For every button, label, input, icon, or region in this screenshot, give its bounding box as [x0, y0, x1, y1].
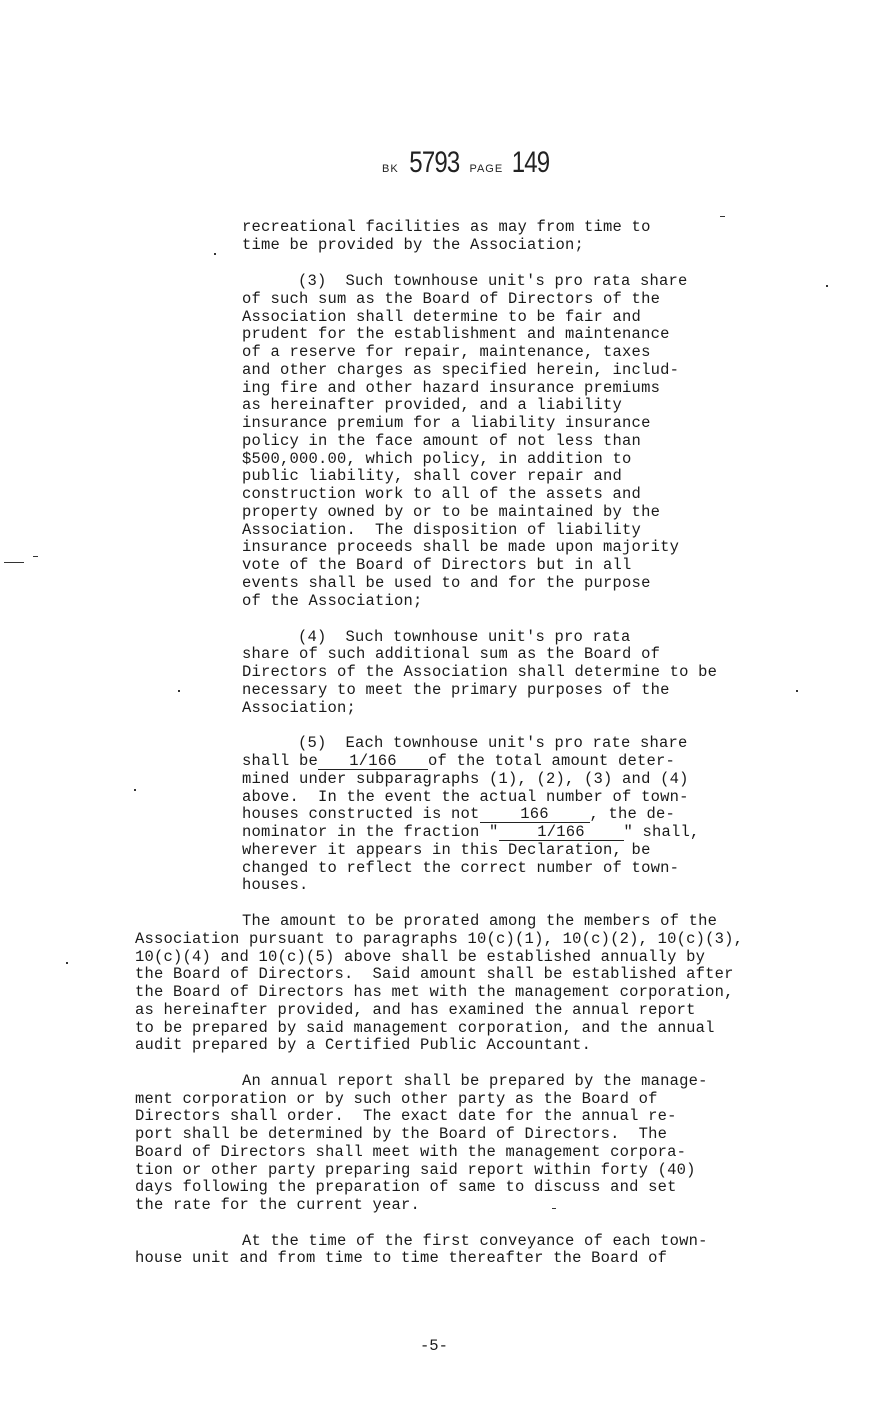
text-segment: of the total amount deter-: [428, 752, 676, 770]
scan-mark: [178, 690, 180, 692]
text-line: as hereinafter provided, and a liability: [242, 396, 623, 414]
text-line: Association pursuant to paragraphs 10(c)(1), 10(c)(2), 10(c)(3),: [135, 930, 744, 948]
text-line: public liability, shall cover repair and: [242, 467, 623, 485]
book-page-number: 149: [511, 146, 550, 179]
scan-mark: [552, 1208, 556, 1209]
text-line: port shall be determined by the Board of Directors. The: [135, 1125, 668, 1143]
paragraph-5-start: (5) Each townhouse unit's pro rate share: [298, 734, 688, 752]
text-line: Directors of the Association shall determine to be: [242, 663, 718, 681]
text-line: Association shall determine to be fair and: [242, 308, 642, 326]
text-line: vote of the Board of Directors but in all: [242, 556, 632, 574]
text-line: the rate for the current year.: [135, 1196, 421, 1214]
filled-blank: 1/166: [499, 825, 624, 841]
paragraph-start: An annual report shall be prepared by the manage-: [242, 1072, 708, 1090]
text-line: the Board of Directors. Said amount shall be established after: [135, 965, 734, 983]
text-line: changed to reflect the correct number of town-: [242, 859, 680, 877]
text-line: of the Association;: [242, 592, 423, 610]
text-line: wherever it appears in this Declaration, be: [242, 841, 651, 859]
text-line: policy in the face amount of not less than: [242, 432, 642, 450]
filled-blank: 1/166: [318, 754, 428, 770]
text-line: [242, 824, 700, 842]
page-label: PAGE: [469, 163, 504, 175]
text-line: insurance premium for a liability insurance: [242, 414, 651, 432]
scan-mark: [796, 690, 798, 692]
text-line: property owned by or to be maintained by the: [242, 503, 661, 521]
text-line: recreational facilities as may from time to: [242, 218, 651, 236]
text-segment: nominator in the fraction ": [242, 823, 499, 841]
text-line: events shall be used to and for the purpose: [242, 574, 651, 592]
text-line: as hereinafter provided, and has examined the annual report: [135, 1001, 696, 1019]
text-line: insurance proceeds shall be made upon majority: [242, 538, 680, 556]
text-line: days following the preparation of same to discuss and set: [135, 1178, 677, 1196]
text-line: houses.: [242, 876, 309, 894]
text-line: Association. The disposition of liability: [242, 521, 642, 539]
text-line: time be provided by the Association;: [242, 236, 585, 254]
scan-mark: [214, 253, 216, 255]
scan-mark: [134, 789, 136, 791]
text-line: mined under subparagraphs (1), (2), (3) and (4): [242, 770, 689, 788]
text-line: [242, 806, 675, 824]
text-segment: houses constructed is not: [242, 805, 480, 823]
paragraph-3-start: (3) Such townhouse unit's pro rata share: [298, 272, 688, 290]
text-line: 10(c)(4) and 10(c)(5) above shall be established annually by: [135, 948, 706, 966]
scan-mark: [720, 216, 725, 217]
text-line: necessary to meet the primary purposes of the: [242, 681, 670, 699]
filled-blank: 166: [480, 807, 590, 823]
text-line: ment corporation or by such other party as the Board of: [135, 1090, 658, 1108]
text-line: $500,000.00, which policy, in addition to: [242, 450, 632, 468]
text-line: prudent for the establishment and maintenance: [242, 325, 670, 343]
text-segment: shall be: [242, 752, 319, 770]
page-number: -5-: [420, 1337, 448, 1355]
scan-mark: [826, 285, 828, 287]
text-line: house unit and from time to time thereafter the Board of: [135, 1249, 668, 1267]
scan-mark: [66, 962, 68, 964]
book-number: 5793: [408, 146, 460, 179]
text-line: Board of Directors shall meet with the management corpora-: [135, 1143, 687, 1161]
scan-mark: [33, 556, 38, 557]
text-line: of such sum as the Board of Directors of the: [242, 290, 661, 308]
text-segment: " shall,: [623, 823, 700, 841]
text-line: [242, 753, 675, 771]
paragraph-start: At the time of the first conveyance of each town-: [242, 1232, 708, 1250]
text-line: construction work to all of the assets and: [242, 485, 642, 503]
recording-header: [382, 146, 554, 180]
paragraph-start: The amount to be prorated among the members of the: [242, 912, 718, 930]
text-line: above. In the event the actual number of town-: [242, 788, 689, 806]
book-prefix: BK: [382, 163, 399, 175]
text-line: ing fire and other hazard insurance premiums: [242, 379, 661, 397]
text-line: to be prepared by said management corporation, and the annual: [135, 1019, 715, 1037]
scan-mark: [4, 562, 24, 563]
text-segment: , the de-: [589, 805, 676, 823]
text-line: share of such additional sum as the Board of: [242, 645, 661, 663]
text-line: tion or other party preparing said report within forty (40): [135, 1161, 696, 1179]
text-line: Association;: [242, 699, 357, 717]
text-line: Directors shall order. The exact date for the annual re-: [135, 1107, 677, 1125]
text-line: audit prepared by a Certified Public Accountant.: [135, 1036, 592, 1054]
text-line: the Board of Directors has met with the management corporation,: [135, 983, 734, 1001]
text-line: of a reserve for repair, maintenance, taxes: [242, 343, 651, 361]
text-line: and other charges as specified herein, includ-: [242, 361, 680, 379]
paragraph-4-start: (4) Such townhouse unit's pro rata: [298, 628, 631, 646]
